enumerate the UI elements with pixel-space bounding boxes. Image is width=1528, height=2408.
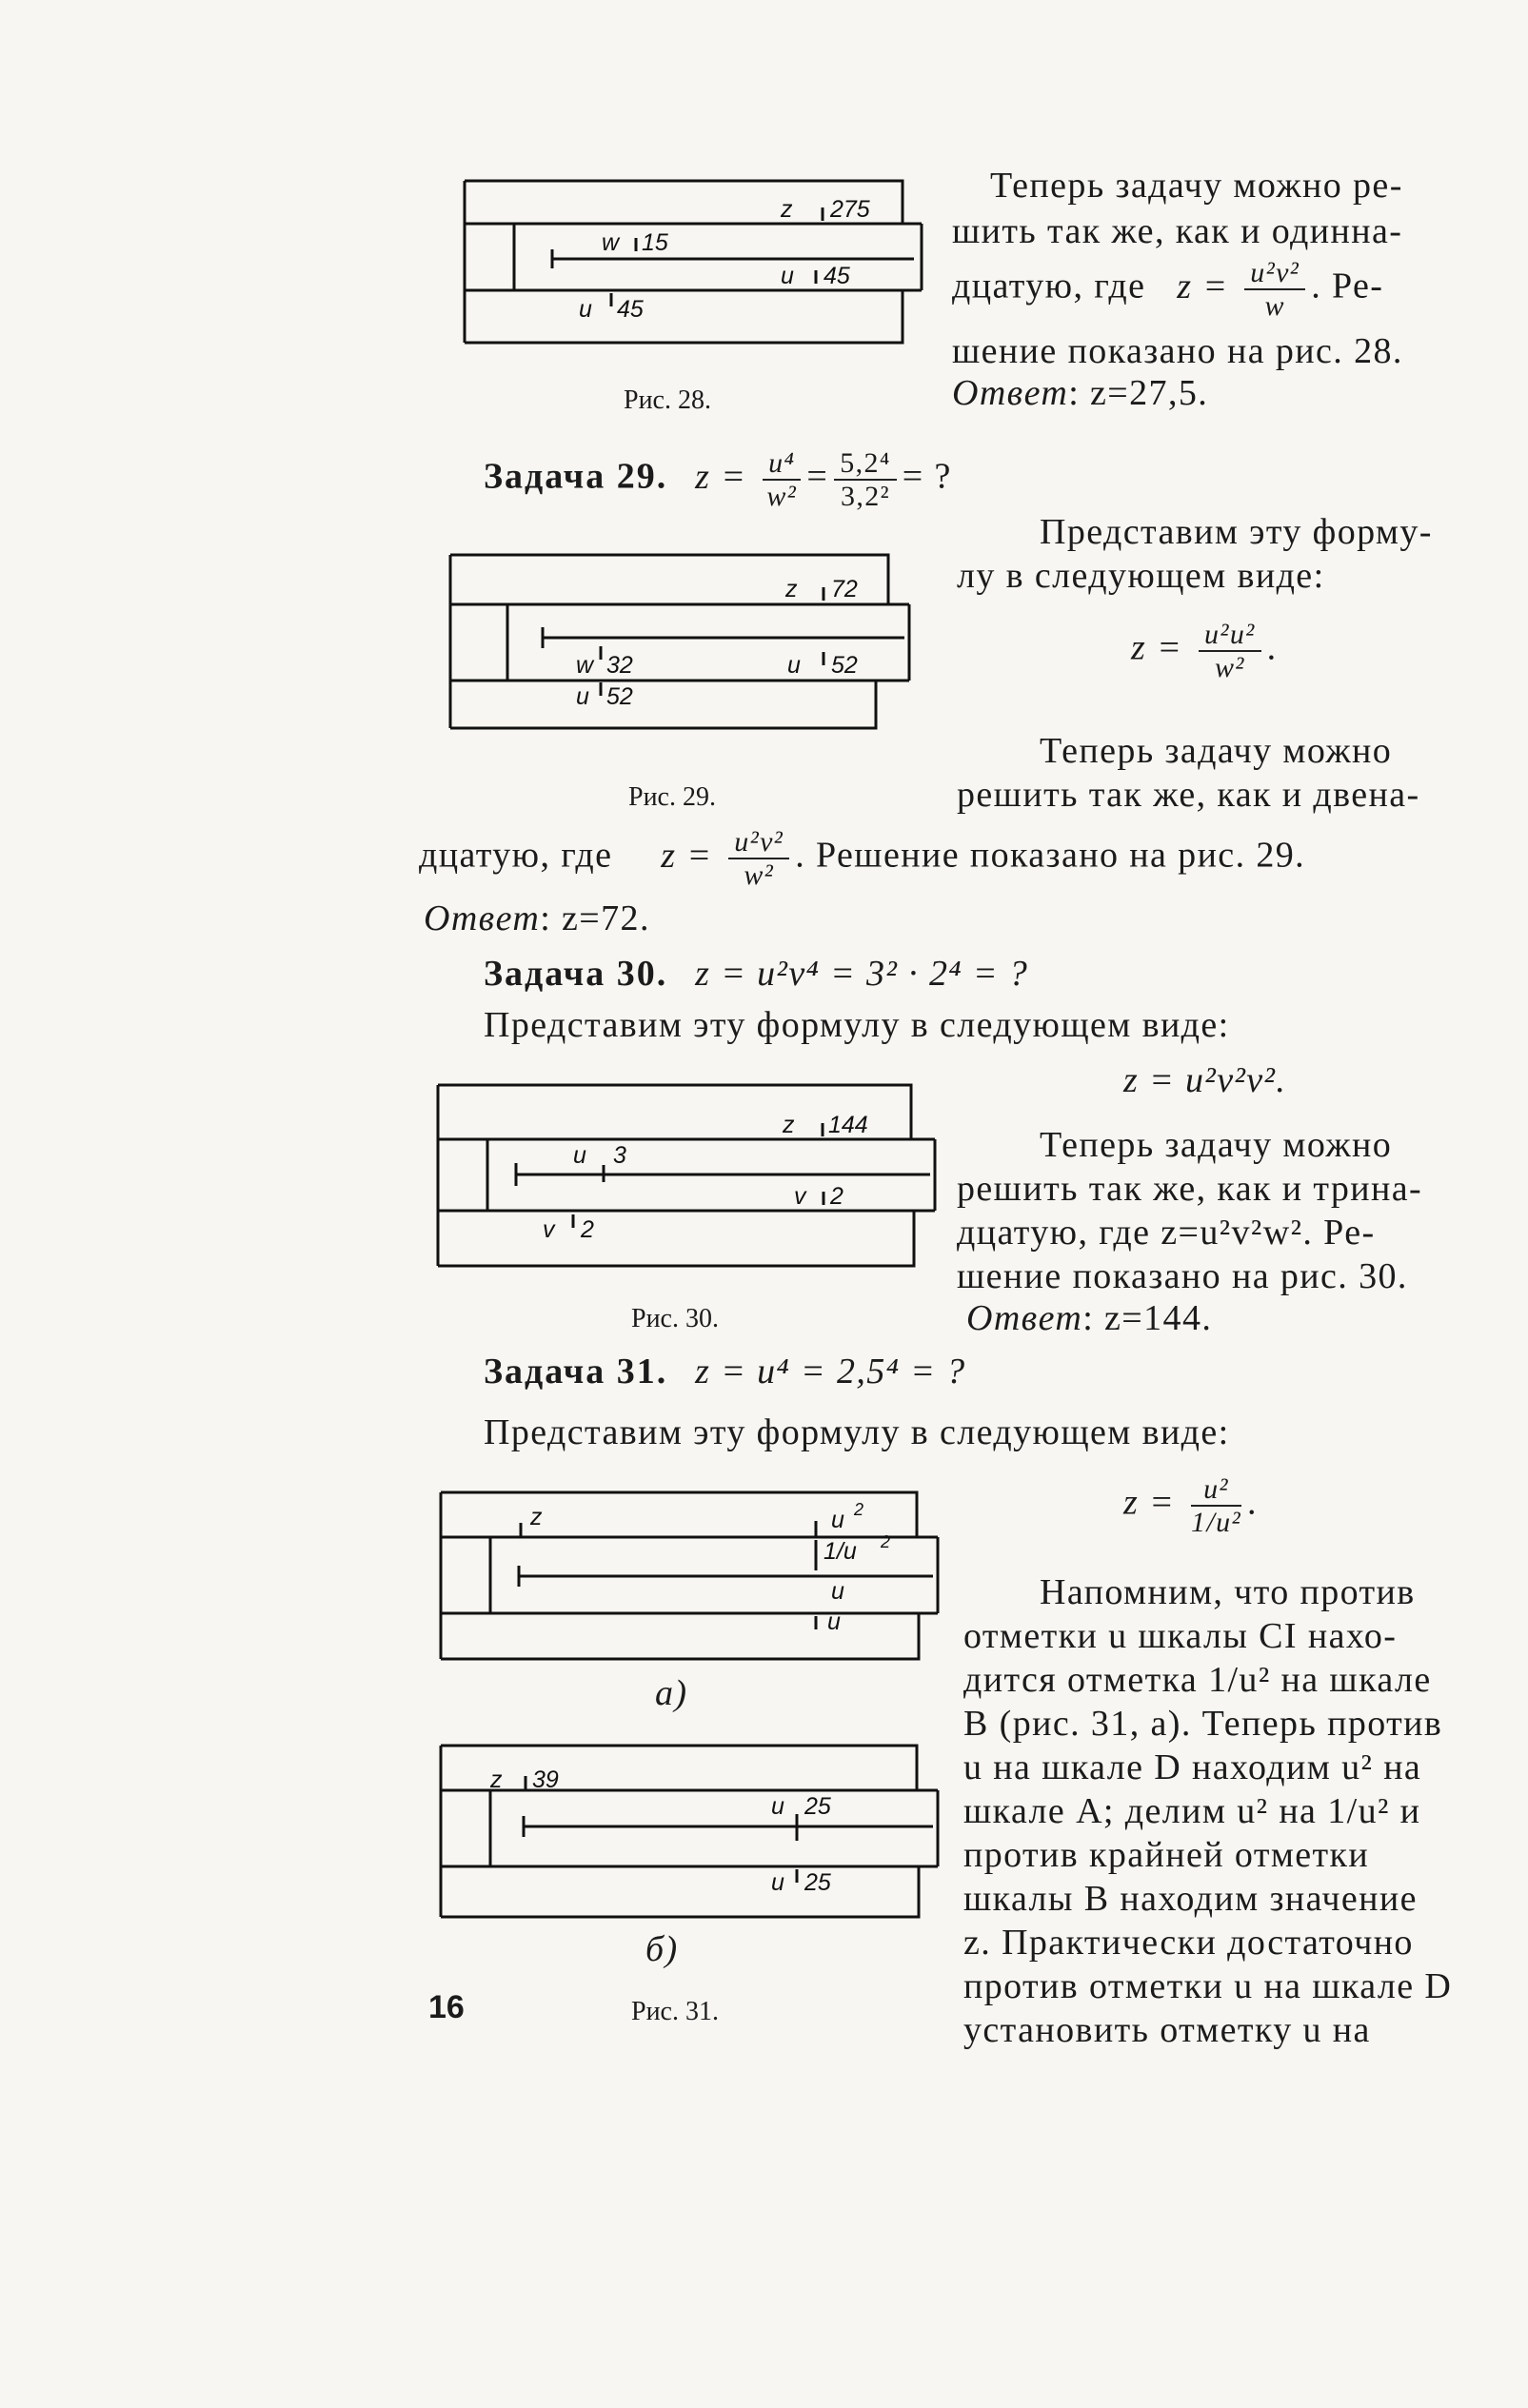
task-29-heading: Задача 29. z = $\frac{\text{u⁴}}{\text{w²}}$ = $\frac{\text{5,2⁴}}{\text{3,2²}}$ = ? — [484, 447, 952, 512]
p28-formula-den: w — [1264, 290, 1285, 322]
task-29-num-1: u⁴ — [763, 447, 801, 481]
p28-formula-num: u²v² — [1244, 257, 1305, 290]
svg-text:u — [781, 263, 794, 289]
svg-text:v — [794, 1183, 807, 1210]
p29-formula: z = $\frac{\text{u²u²}}{\text{w²}}$ . — [1131, 619, 1278, 683]
svg-text:52 — [831, 652, 858, 679]
p29-formula-den: w² — [1214, 652, 1245, 683]
task-30-heading — [484, 952, 1028, 996]
f29-u-top-label: u — [787, 652, 801, 679]
p28-answer-label: Ответ — [952, 373, 1069, 413]
p29-formula-num: u²u² — [1199, 619, 1261, 652]
p30-answer — [966, 1296, 1212, 1340]
p29-answer-label: Ответ — [424, 898, 541, 938]
svg-text:z — [489, 1767, 503, 1793]
f28-z-label: z — [781, 196, 793, 223]
p31-line-2: Напомним, что против — [1040, 1572, 1416, 1612]
svg-text:144 — [828, 1112, 868, 1138]
f30-v-top-value: 2 — [830, 1183, 843, 1210]
p29-line-5b: . Решение показано на рис. 29. — [795, 835, 1306, 876]
f31a-u-middle-label: u — [831, 1578, 844, 1605]
figure-29-caption: Рис. 29. — [628, 782, 716, 812]
svg-text:15 — [642, 229, 668, 256]
figure-30-slide-rule — [430, 1077, 963, 1277]
p31-line-4: дится отметка 1/u² на шкале — [963, 1660, 1432, 1700]
p28-line-2: шить так же, как и одинна- — [952, 211, 1403, 251]
svg-text:u — [787, 652, 801, 679]
task-31-label: Задача 31. — [484, 1352, 668, 1392]
svg-text:2 — [829, 1183, 843, 1210]
task-29-den-1: w² — [766, 481, 798, 512]
p31-line-3: отметки u шкалы CI нахо- — [963, 1616, 1398, 1656]
svg-text:45 — [617, 296, 644, 323]
figure-31b-slide-rule — [433, 1738, 966, 1928]
figure-28-slide-rule — [457, 162, 952, 352]
task-31-formula: z = u⁴ = 2,5⁴ = ? — [695, 1352, 966, 1392]
p31-line-6: u на шкале D находим u² на — [963, 1747, 1422, 1787]
p30-line-2: Теперь задачу можно — [1040, 1125, 1393, 1165]
svg-text:z — [782, 1112, 795, 1138]
p29-line-2: лу в следующем виде: — [957, 556, 1325, 596]
task-30-formula: z = u²v⁴ = 3² · 2⁴ = ? — [695, 954, 1029, 994]
f31b-u-bottom-value: 25 — [804, 1869, 831, 1896]
p30-line-5: шение показано на рис. 30. — [957, 1256, 1408, 1296]
task-29-num-2: 5,2⁴ — [834, 447, 897, 481]
f29-u-bottom-value: 52 — [606, 683, 633, 710]
p31-line-8: против крайней отметки — [963, 1835, 1370, 1875]
p28-answer-value: : z=27,5. — [1068, 373, 1209, 413]
svg-text:72 — [831, 576, 858, 602]
f31b-u-top-value: 25 — [804, 1793, 831, 1820]
p30-answer-value: : z=144. — [1082, 1298, 1213, 1338]
task-29-z: z = — [695, 456, 747, 497]
task-29-label: Задача 29. — [484, 456, 668, 497]
task-30-label: Задача 30. — [484, 954, 668, 994]
f31a-inverse-label: 1/u — [824, 1538, 857, 1565]
figure-31-caption: Рис. 31. — [631, 1997, 719, 2026]
f31b-z-value: 39 — [532, 1767, 559, 1793]
f28-u-bottom-value: 45 — [617, 296, 644, 323]
svg-text:u — [831, 1507, 844, 1533]
svg-text:52 — [606, 683, 633, 710]
svg-text:275 — [829, 196, 870, 223]
f30-v-bottom-value: 2 — [581, 1216, 594, 1243]
svg-text:w — [576, 652, 595, 679]
svg-text:u — [831, 1578, 844, 1605]
svg-text:z — [529, 1504, 543, 1530]
figure-28-caption: Рис. 28. — [624, 385, 711, 415]
svg-text:w — [602, 229, 621, 256]
p28-line-3a: дцатую, где — [952, 266, 1146, 306]
f29-z-label: z — [785, 576, 798, 602]
f28-w-value: 15 — [642, 229, 668, 256]
f31b-u-top-label: u — [771, 1793, 784, 1820]
f31b-z-label: z — [490, 1767, 503, 1793]
p29-answer-value: : z=72. — [540, 898, 650, 938]
p29-answer — [424, 897, 650, 940]
f28-u-top-value: 45 — [824, 263, 850, 289]
p30-line-3: решить так же, как и трина- — [957, 1169, 1423, 1209]
f28-u-bottom-label: u — [579, 296, 592, 323]
f29-z-value: 72 — [831, 576, 858, 602]
figure-31a-slide-rule — [433, 1485, 966, 1670]
svg-text:1/u — [824, 1538, 857, 1565]
p29-line-5a: дцатую, где — [419, 835, 613, 876]
svg-text:32 — [606, 652, 633, 679]
svg-text:2 — [580, 1216, 594, 1243]
f30-v-top-label: v — [794, 1183, 806, 1210]
f29-w-label: w — [576, 652, 594, 679]
svg-text:z — [784, 576, 798, 602]
f29-u-bottom-label: u — [576, 683, 589, 710]
f30-z-label: z — [783, 1112, 795, 1138]
f31a-u-bottom-label: u — [827, 1609, 841, 1635]
p31-line-1: Представим эту формулу в следующем виде: — [484, 1412, 1230, 1452]
p28-answer — [952, 371, 1208, 415]
f28-z-value: 275 — [830, 196, 870, 223]
f31a-inverse-exponent: 2 — [881, 1532, 891, 1551]
svg-text:2 — [853, 1500, 863, 1519]
p28-line-4: шение показано на рис. 28. — [952, 331, 1403, 371]
p28-line-1: Теперь задачу можно ре- — [990, 166, 1403, 206]
p29-line-4: решить так же, как и двена- — [957, 775, 1420, 815]
p29-line-3: Теперь задачу можно — [1040, 731, 1393, 771]
p31-line-10: z. Практически достаточно — [963, 1923, 1414, 1963]
svg-text:z — [780, 196, 793, 223]
svg-text:3 — [613, 1142, 626, 1169]
p30-line-1: Представим эту формулу в следующем виде: — [484, 1005, 1230, 1045]
svg-text:25 — [804, 1869, 831, 1896]
svg-text:u — [771, 1793, 784, 1820]
p31-line-5: B (рис. 31, а). Теперь против — [963, 1704, 1443, 1744]
p29-line-5-den: w² — [744, 859, 775, 891]
p31-line-7: шкале A; делим u² на 1/u² и — [963, 1791, 1421, 1831]
f30-u-label: u — [573, 1142, 586, 1169]
svg-text:u — [771, 1869, 784, 1896]
p31-formula: z = $\frac{\text{u²}}{\text{1/u²}}$ . — [1123, 1473, 1258, 1538]
svg-text:45 — [824, 263, 850, 289]
svg-text:u — [579, 296, 592, 323]
p31-formula-den: 1/u² — [1191, 1507, 1241, 1538]
p31-line-11: против отметки u на шкале D — [963, 1966, 1453, 2006]
figure-29-slide-rule — [443, 547, 938, 738]
p30-answer-label: Ответ — [966, 1298, 1083, 1338]
p31-line-12: установить отметку u на — [963, 2010, 1371, 2050]
p30-line-4: дцатую, где z=u²v²w². Ре- — [957, 1213, 1376, 1253]
svg-text:u — [827, 1609, 841, 1635]
f28-u-top-label: u — [781, 263, 794, 289]
p31-formula-z: z = — [1123, 1482, 1176, 1523]
svg-text:u — [576, 683, 589, 710]
svg-text:v — [543, 1216, 556, 1243]
p29-line-1: Представим эту форму- — [1040, 512, 1433, 552]
p28-formula-z: z = — [1177, 266, 1229, 306]
task-29-den-2: 3,2² — [840, 481, 891, 512]
p30-formula: z = u²v²v². — [1123, 1060, 1287, 1100]
p31-formula-num: u² — [1191, 1473, 1241, 1507]
task-31-heading — [484, 1350, 966, 1393]
figure-30-caption: Рис. 30. — [631, 1304, 719, 1333]
f29-w-value: 32 — [606, 652, 633, 679]
f31a-z-label: z — [530, 1504, 543, 1530]
p28-line-3 — [952, 257, 1383, 322]
f31b-u-bottom-label: u — [771, 1869, 784, 1896]
p31-line-9: шкалы B находим значение — [963, 1879, 1418, 1919]
p29-formula-z: z = — [1131, 627, 1183, 668]
svg-text:25 — [804, 1793, 831, 1820]
f30-u-value: 3 — [613, 1142, 626, 1169]
page-number: 16 — [428, 1989, 465, 2025]
p29-line-5-z: z = — [661, 835, 713, 876]
f29-u-top-value: 52 — [831, 652, 858, 679]
f31a-u2-exponent: 2 — [854, 1500, 864, 1519]
svg-text:u — [573, 1142, 586, 1169]
p29-line-5 — [419, 826, 1305, 891]
svg-text:2 — [880, 1532, 890, 1551]
f30-z-value: 144 — [828, 1112, 868, 1138]
task-29-question: = ? — [902, 456, 952, 497]
figure-31a-sublabel: а) — [655, 1673, 688, 1713]
f31a-u2-label: u — [831, 1507, 844, 1533]
f30-v-bottom-label: v — [543, 1216, 555, 1243]
p29-line-5-num: u²v² — [728, 826, 789, 859]
f28-w-label: w — [602, 229, 620, 256]
p28-line-3b: . Ре- — [1311, 266, 1384, 306]
figure-31b-sublabel: б) — [645, 1929, 679, 1969]
svg-text:39 — [532, 1767, 559, 1793]
